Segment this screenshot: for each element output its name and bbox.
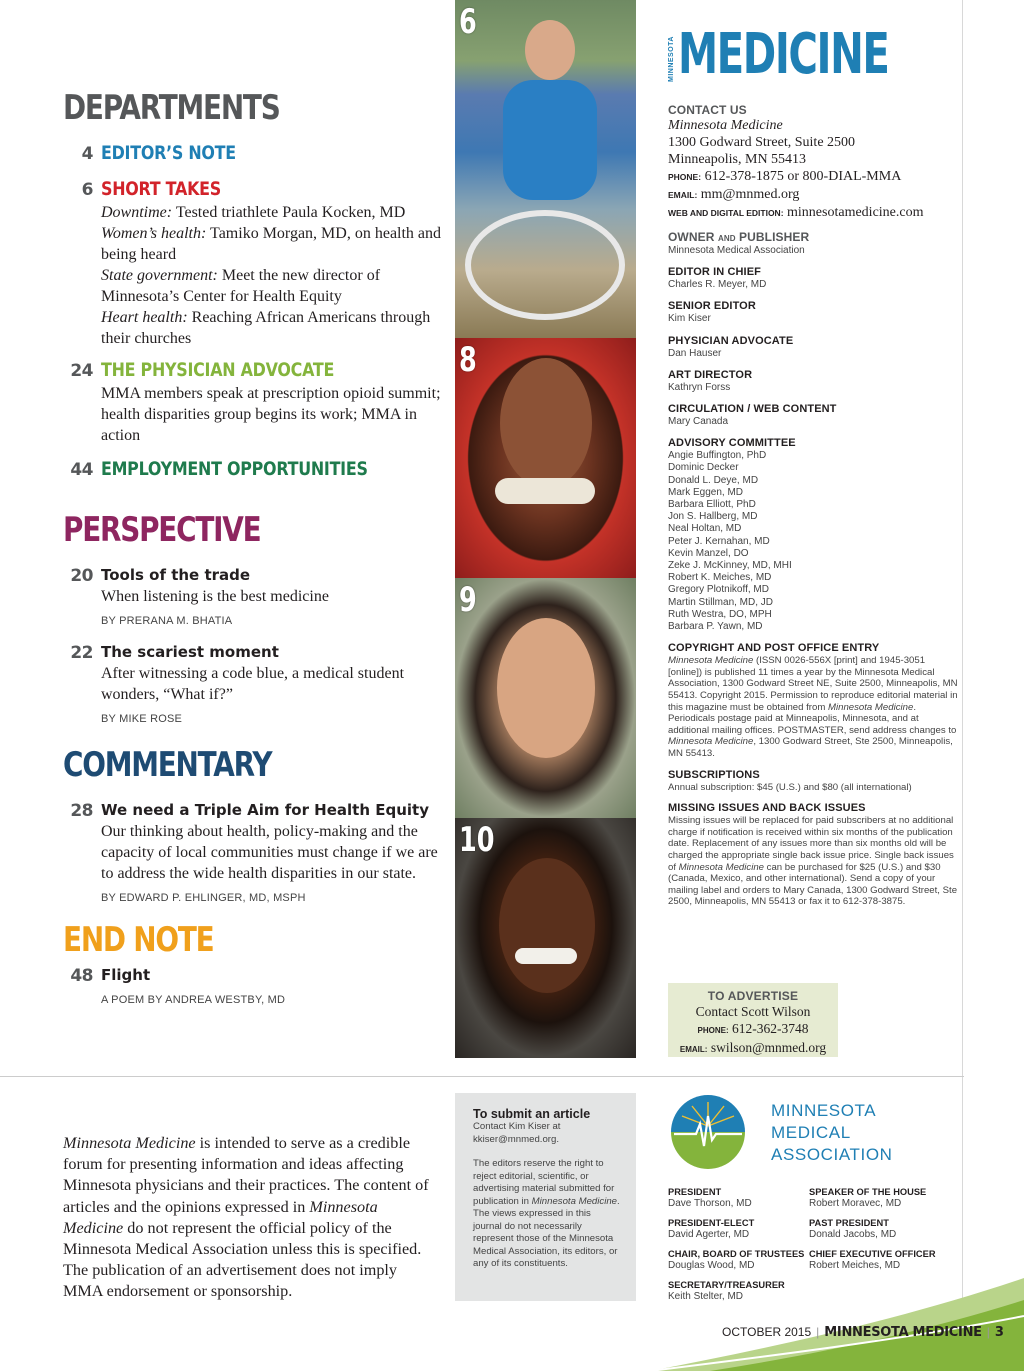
- officer-name: Douglas Wood, MD: [668, 1260, 755, 1271]
- mma-section: [668, 1092, 963, 1302]
- mma-name: [771, 1100, 893, 1166]
- advisory-member: Barbara Elliott, PhD: [668, 499, 756, 511]
- entry-title: SHORT TAKES: [101, 179, 221, 200]
- contact-address-2: Minneapolis, MN 55413: [668, 152, 807, 167]
- page-number: 6: [81, 180, 93, 200]
- photo-body-shape: [503, 80, 597, 200]
- footer-separator: |: [986, 1325, 990, 1339]
- officer-title: PRESIDENT: [668, 1187, 722, 1197]
- advisory-member: Barbara P. Yawn, MD: [668, 621, 763, 633]
- entry-byline: BY EDWARD P. EHLINGER, MD, MSPH: [101, 892, 306, 904]
- entry-title: The scariest moment: [101, 643, 279, 661]
- advisory-member: Martin Stillman, MD, JD: [668, 596, 774, 608]
- logo-minnesota: MINNESOTA: [668, 36, 675, 82]
- toc-entry-flight[interactable]: [63, 964, 443, 1006]
- advertise-heading: TO ADVERTISE: [707, 989, 799, 1003]
- entry-title: THE PHYSICIAN ADVOCATE: [101, 360, 335, 381]
- officer-name: Keith Stelter, MD: [668, 1291, 744, 1302]
- contact-section: [668, 104, 958, 222]
- entry-title: EDITOR’S NOTE: [101, 143, 236, 164]
- toc-entry-scariest-moment[interactable]: [63, 641, 443, 725]
- photo-face-shape: [497, 618, 595, 758]
- photo-page-number: 9: [459, 580, 477, 620]
- photo-necklace-shape: [495, 478, 595, 504]
- page-number: 24: [70, 361, 93, 381]
- staff-circulation: [668, 403, 958, 428]
- entry-title: EMPLOYMENT OPPORTUNITIES: [101, 459, 368, 480]
- officer-title: SECRETARY/TREASURER: [668, 1280, 785, 1290]
- staff-heading: PHYSICIAN ADVOCATE: [668, 334, 794, 347]
- departments-heading: DEPARTMENTS: [63, 88, 280, 128]
- footer-date: OCTOBER 2015: [722, 1325, 812, 1339]
- contact-details: [668, 117, 958, 222]
- advisory-member: Gregory Plotnikoff, MD: [668, 584, 769, 596]
- officer-past-president: [809, 1218, 959, 1241]
- photo-portrait-3[interactable]: [455, 578, 636, 818]
- subscriptions-section: [668, 769, 958, 794]
- submit-contact[interactable]: Contact Kim Kiser at kkiser@mnmed.org.: [473, 1121, 561, 1145]
- end-note-heading: END NOTE: [63, 920, 214, 960]
- page-number: 28: [70, 801, 93, 821]
- toc-entry-triple-aim[interactable]: [63, 799, 443, 904]
- toc-entry-employment[interactable]: [63, 458, 443, 482]
- entry-title: Tools of the trade: [101, 566, 251, 584]
- submit-heading: To submit an article: [473, 1107, 591, 1121]
- short-take-item: State government: Meet the new director of Minnesota’s Center for Health Equity: [101, 267, 381, 305]
- contact-phone: PHONE: 612-378-1875 or 800-DIAL-MMA: [668, 169, 902, 184]
- officer-name: Donald Jacobs, MD: [809, 1229, 897, 1240]
- short-take-item: Women’s health: Tamiko Morgan, MD, on health and being heard: [101, 225, 442, 263]
- short-take-item: Heart health: Reaching African Americans through their churches: [101, 309, 431, 347]
- staff-heading: ART DIRECTOR: [668, 368, 753, 381]
- owner-name: Minnesota Medical Association: [668, 245, 805, 256]
- officer-title: PAST PRESIDENT: [809, 1218, 889, 1228]
- copyright-text: Minnesota Medicine (ISSN 0026-556X [print] and 1945-3051 [online]) is published 11 times a year by the Minnesota Medical Association, 1300 Godward Street NE, Suite 2500, Minneapolis, MN 55413. Copyright 2015. Permission to reproduce editorial material in this magazine must be obtained from Minnesota Medicine. Periodicals postage paid at Minneapolis, Minnesota, and at additional mailing offices. POSTMASTER, send address changes to Minnesota Medicine, 1300 Godward Street, Ste 2500, Minneapolis, MN 55413.: [668, 655, 958, 760]
- footer-magazine: MINNESOTA MEDICINE: [824, 1325, 982, 1340]
- advertise-contact: Contact Scott Wilson: [695, 1004, 811, 1019]
- officer-president-elect: [668, 1218, 818, 1241]
- entry-title: Flight: [101, 966, 151, 984]
- subscriptions-heading: SUBSCRIPTIONS: [668, 768, 760, 781]
- photo-face-shape: [525, 20, 575, 80]
- submit-policy: The editors reserve the right to reject editorial, scientific, or advertising material submitted for publication in Minnesota Medicine. The views expressed in this journal do not necessarily represent those of the Minnesota Medical Association, its editors, or any of its constituents.: [473, 1158, 620, 1269]
- officer-title: CHIEF EXECUTIVE OFFICER: [809, 1249, 936, 1259]
- advisory-heading: ADVISORY COMMITTEE: [668, 437, 796, 450]
- advertise-email[interactable]: EMAIL: swilson@mnmed.org: [679, 1040, 827, 1055]
- photo-smile-shape: [515, 948, 577, 964]
- advisory-member: Jon S. Hallberg, MD: [668, 511, 758, 523]
- advertise-box: [668, 983, 838, 1057]
- mma-name-line: ASSOCIATION: [771, 1145, 893, 1164]
- entry-byline: BY PRERANA M. BHATIA: [101, 615, 233, 627]
- missing-issues-section: [668, 802, 958, 908]
- entry-title: We need a Triple Aim for Health Equity: [101, 801, 430, 819]
- advisory-member: Mark Eggen, MD: [668, 486, 744, 498]
- advisory-member: Robert K. Meiches, MD: [668, 572, 772, 584]
- copyright-section: [668, 642, 958, 759]
- staff-art-director: [668, 369, 958, 394]
- photo-page-number: 8: [459, 340, 477, 380]
- staff-heading: EDITOR IN CHIEF: [668, 266, 761, 279]
- photo-strip: [455, 0, 636, 1058]
- officer-speaker: [809, 1187, 959, 1210]
- section-divider: [0, 1076, 964, 1077]
- green-swoosh-decoration: [650, 1270, 1024, 1371]
- advertise-phone: PHONE: 612-362-3748: [697, 1021, 809, 1036]
- table-of-contents: [63, 88, 443, 1006]
- mma-emblem-icon: [670, 1094, 746, 1170]
- mma-name-line: MINNESOTA: [771, 1101, 877, 1120]
- advisory-committee: [668, 437, 958, 633]
- contact-name: Minnesota Medicine: [668, 118, 783, 133]
- photo-face-shape: [499, 858, 595, 993]
- entry-description: Our thinking about health, policy-making and the capacity of local communities must change if we are to address the wide health disparities in our state.: [101, 823, 438, 882]
- toc-entry-physician-advocate[interactable]: [63, 359, 443, 446]
- officer-chair: [668, 1249, 818, 1272]
- photo-face-shape: [500, 358, 592, 488]
- advisory-member: Donald L. Deye, MD: [668, 474, 759, 486]
- staff-name: Dan Hauser: [668, 347, 722, 359]
- officer-title: SPEAKER OF THE HOUSE: [809, 1187, 927, 1197]
- entry-description: When listening is the best medicine: [101, 588, 329, 605]
- entry-description: After witnessing a code blue, a medical student wonders, “What if?”: [101, 665, 405, 703]
- officer-title: CHAIR, BOARD OF TRUSTEES: [668, 1249, 805, 1259]
- entry-byline: BY MIKE ROSE: [101, 713, 183, 725]
- toc-entry-tools-of-the-trade[interactable]: [63, 564, 443, 627]
- photo-bicycle-shape: [465, 210, 625, 320]
- perspective-heading: PERSPECTIVE: [63, 510, 261, 550]
- staff-heading: SENIOR EDITOR: [668, 300, 756, 313]
- magazine-logo: [668, 22, 958, 87]
- officer-president: [668, 1187, 818, 1210]
- logo-medicine: MEDICINE: [678, 22, 889, 87]
- officer-name: Robert Meiches, MD: [809, 1260, 901, 1271]
- commentary-heading: COMMENTARY: [63, 745, 272, 785]
- staff-editor-in-chief: [668, 266, 958, 291]
- page-number: 22: [70, 643, 93, 663]
- page-number: 44: [70, 460, 93, 480]
- contact-heading: CONTACT US: [668, 103, 747, 117]
- footer-page-number: 3: [994, 1325, 1004, 1340]
- page-number: 4: [81, 144, 93, 164]
- entry-description: MMA members speak at prescription opioid summit; health disparities group begins its work; MMA in action: [101, 385, 441, 444]
- short-take-item: Downtime: Tested triathlete Paula Kocken, MD: [101, 204, 406, 221]
- staff-name: Mary Canada: [668, 416, 729, 428]
- advisory-member: Ruth Westra, DO, MPH: [668, 608, 772, 620]
- officer-name: David Agerter, MD: [668, 1229, 750, 1240]
- mma-name-line: MEDICAL: [771, 1123, 851, 1142]
- officer-name: Dave Thorson, MD: [668, 1198, 752, 1209]
- contact-web[interactable]: WEB AND DIGITAL EDITION: minnesotamedicine.com: [668, 205, 924, 220]
- toc-entry-short-takes[interactable]: [63, 178, 443, 349]
- footer-separator: |: [816, 1325, 820, 1339]
- staff-physician-advocate: [668, 335, 958, 360]
- submit-article-box: [455, 1093, 636, 1301]
- owner-section: [668, 231, 958, 257]
- staff-senior-editor: [668, 300, 958, 325]
- advisory-member: Angie Buffington, PhD: [668, 450, 767, 462]
- advisory-member: Kevin Manzel, DO: [668, 547, 749, 559]
- page-number: 48: [70, 966, 93, 986]
- staff-name: Kathryn Forss: [668, 381, 731, 393]
- masthead: [668, 22, 958, 908]
- missing-issues-text: Missing issues will be replaced for paid subscribers at no additional charge if notification is received within six months of the publication date. Replacement of any issues more than six months old will be charged the appropriate single back issue price. Single back issues of Minnesota Medicine can be purchased for $25 (U.S.) and $30 (Canada, Mexico, and other international). Send a copy of your mailing label and orders to Mary Canada, 1300 Godward Street, Ste 2500, Minneapolis, MN 55413 or fax it to 612-378-3875.: [668, 815, 958, 908]
- toc-entry-editors-note[interactable]: [63, 142, 443, 166]
- officer-title: PRESIDENT-ELECT: [668, 1218, 755, 1228]
- photo-page-number: 6: [459, 2, 477, 42]
- advisory-members: [668, 450, 958, 633]
- subscriptions-text: Annual subscription: $45 (U.S.) and $80 (all international): [668, 781, 912, 793]
- editorial-disclaimer: Minnesota Medicine is intended to serve as a credible forum for presenting information and ideas affecting Minnesota physicians and their practices. The content of articles and the opinions expressed in Minnesota Medicine do not represent the official policy of the Minnesota Medical Association unless this is specified. The publication of an advertisement does not imply MMA endorsement or sponsorship.: [63, 1134, 429, 1301]
- advisory-member: Dominic Decker: [668, 462, 739, 474]
- advisory-member: Peter J. Kernahan, MD: [668, 535, 770, 547]
- contact-email[interactable]: EMAIL: mm@mnmed.org: [668, 187, 800, 202]
- advisory-member: Neal Holtan, MD: [668, 523, 742, 535]
- photo-triathlete[interactable]: [455, 0, 636, 338]
- entry-description: [101, 202, 443, 349]
- advisory-member: Zeke J. McKinney, MD, MHI: [668, 560, 792, 572]
- contact-address-1: 1300 Godward Street, Suite 2500: [668, 135, 856, 150]
- staff-name: Charles R. Meyer, MD: [668, 279, 767, 291]
- owner-heading: OWNER AND PUBLISHER: [668, 230, 810, 244]
- officer-name: Robert Moravec, MD: [809, 1198, 902, 1209]
- missing-issues-heading: MISSING ISSUES AND BACK ISSUES: [668, 802, 866, 815]
- photo-portrait-4[interactable]: [455, 818, 636, 1058]
- photo-page-number: 10: [459, 820, 495, 860]
- officer-ceo: [809, 1249, 959, 1272]
- entry-byline: A POEM BY ANDREA WESTBY, MD: [101, 994, 286, 1006]
- staff-heading: CIRCULATION / WEB CONTENT: [668, 403, 837, 416]
- mma-logo: [668, 1092, 963, 1178]
- photo-portrait-2[interactable]: [455, 338, 636, 578]
- page-footer: [722, 1325, 1004, 1340]
- copyright-heading: COPYRIGHT AND POST OFFICE ENTRY: [668, 642, 880, 655]
- staff-name: Kim Kiser: [668, 313, 711, 325]
- page-number: 20: [70, 566, 93, 586]
